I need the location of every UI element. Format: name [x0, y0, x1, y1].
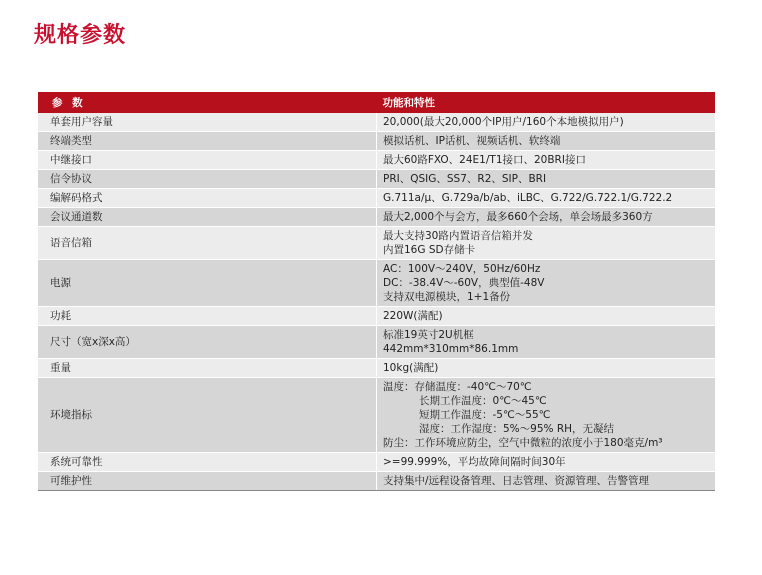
param-value	[377, 132, 716, 151]
table-row	[38, 472, 715, 491]
value-line: 模拟话机、IP话机、视频话机、软终端	[383, 135, 561, 147]
param-value	[377, 151, 716, 170]
table-row	[38, 378, 715, 453]
table-row	[38, 189, 715, 208]
value-line: 20,000(最大20,000个IP用户/160个本地模拟用户)	[383, 116, 624, 128]
param-value	[377, 472, 716, 491]
value-line: 最大2,000个与会方，最多660个会场，单会场最多360方	[383, 211, 653, 223]
table-header-row	[38, 92, 715, 113]
value-line: 防尘：工作环境应防尘，空气中微粒的浓度小于180毫克/m³	[383, 437, 663, 449]
page-title: 规格参数	[34, 23, 127, 48]
param-label: 重量	[38, 359, 377, 378]
value-line: DC：-38.4V～-60V，典型值-48V	[383, 277, 545, 289]
param-label: 中继接口	[38, 151, 377, 170]
table-row	[38, 260, 715, 307]
param-label: 会议通道数	[38, 208, 377, 227]
param-label: 系统可靠性	[38, 453, 377, 472]
param-value	[377, 208, 716, 227]
value-line: 短期工作温度：-5℃～55℃	[419, 409, 551, 421]
param-value	[377, 359, 716, 378]
header-features: 功能和特性	[377, 92, 716, 113]
param-value	[377, 170, 716, 189]
value-line: 长期工作温度：0℃～45℃	[419, 395, 547, 407]
value-line: G.711a/μ、G.729a/b/ab、iLBC、G.722/G.722.1/G.722.2	[383, 192, 673, 204]
table-row	[38, 227, 715, 260]
spec-table	[38, 92, 715, 491]
param-label: 语音信箱	[38, 227, 377, 260]
param-label: 环境指标	[38, 378, 377, 453]
param-label: 可维护性	[38, 472, 377, 491]
param-value	[377, 113, 716, 132]
value-line: 支持集中/远程设备管理、日志管理、资源管理、告警管理	[383, 475, 650, 487]
table-row	[38, 170, 715, 189]
table-row	[38, 151, 715, 170]
param-label: 尺寸（宽x深x高）	[38, 326, 377, 359]
table-row	[38, 359, 715, 378]
table-row	[38, 453, 715, 472]
param-value	[377, 189, 716, 208]
value-line: 温度：存储温度：-40℃～70℃	[383, 381, 532, 393]
param-value	[377, 326, 716, 359]
param-value	[377, 453, 716, 472]
header-param: 参 数	[38, 92, 377, 113]
param-value	[377, 227, 716, 260]
table-row	[38, 208, 715, 227]
table-row	[38, 113, 715, 132]
value-line: 湿度：工作湿度：5%～95% RH，无凝结	[419, 423, 615, 435]
param-label: 功耗	[38, 307, 377, 326]
value-line: 最大支持30路内置语音信箱并发	[383, 230, 533, 242]
value-line: PRI、QSIG、SS7、R2、SIP、BRI	[383, 173, 547, 185]
value-line: 标准19英寸2U机框	[383, 329, 474, 341]
table-row	[38, 132, 715, 151]
table-row	[38, 307, 715, 326]
param-label: 信令协议	[38, 170, 377, 189]
param-value	[377, 378, 716, 453]
value-line: >=99.999%，平均故障间隔时间30年	[383, 456, 566, 468]
param-value	[377, 307, 716, 326]
value-line: 220W(满配)	[383, 310, 443, 322]
param-label: 电源	[38, 260, 377, 307]
value-line: 支持双电源模块，1+1备份	[383, 291, 511, 303]
param-value	[377, 260, 716, 307]
value-line: 442mm*310mm*86.1mm	[383, 343, 519, 355]
param-label: 终端类型	[38, 132, 377, 151]
table-row	[38, 326, 715, 359]
value-line: AC：100V～240V，50Hz/60Hz	[383, 263, 541, 275]
param-label: 单套用户容量	[38, 113, 377, 132]
param-label: 编解码格式	[38, 189, 377, 208]
value-line: 内置16G SD存储卡	[383, 244, 476, 256]
value-line: 10kg(满配)	[383, 362, 439, 374]
value-line: 最大60路FXO、24E1/T1接口、20BRI接口	[383, 154, 586, 166]
